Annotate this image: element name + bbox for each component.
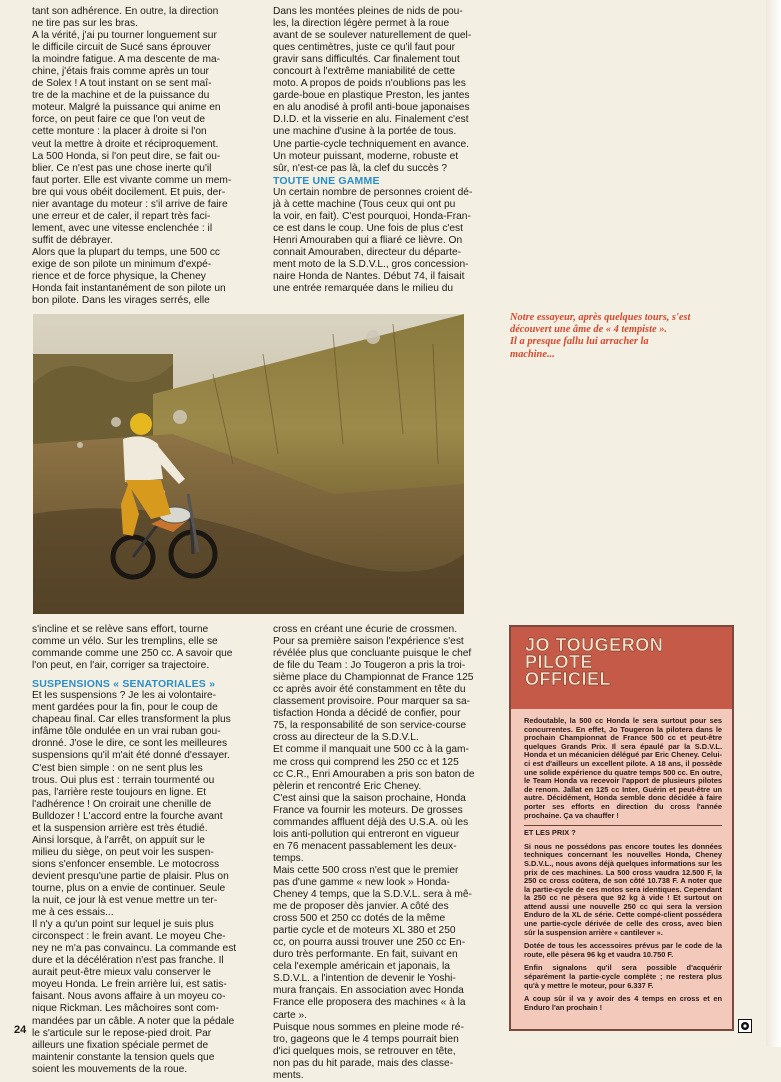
paragraph: A la vérité, j'ai pu tourner longuement sur le difficile circuit de Sucé sans éprouver la moindre fatigue. A ma descente de ma- chine, j'étais frais comme après un tour de Solex ! A tout instant on se sent maî- tre de la machine et de la puissance du moteur. Malgré la puissance qui anime en force, on peut faire ce que l'on veut de cette monture : la placer à droite si l'on veut la mettre à droite et réciproquement. La 500 Honda, si l'on peut dire, se fait ou- blier. Ce n'est pas une chose inerte qu'il faut porter. Elle est vivante comme un mem- bre qui vous obéit docilement. Et puis, der- nier avantage du moteur : s'il arrive de faire une erreur et de caler, il repart très faci- lement, avec une vitesse enclenchée : il suffit de débrayer. <box>32 30 232 246</box>
article-column-1-bottom <box>32 624 262 1075</box>
divider <box>524 825 722 826</box>
paragraph: Il n'y a qu'un point sur lequel je suis plus circonspect : le frein avant. Le moyeu Che- ney ne m'a pas convaincu. La commande est dure et la décélération n'est pas franche. Il aurait peut-être mieux valu conserver le moyeu Honda. Le frein arrière lui, est satis- faisant. Nous avons affaire à un moyeu co- nique Rickman. Les mâchoires sont com- mandées par un câble. A noter que la pédale le s'articule sur le repose-pied droit. Par ailleurs une fixation spéciale permet de maintenir constante la tension quels que soient les mouvements de la roue. <box>32 919 237 1075</box>
paragraph: Un certain nombre de personnes croient dé- jà à cette machine (Tous ceux qui ont pu la voir, en fait). C'est pourquoi, Honda-Fran- ce est dans le coup. Une fois de plus c'est Henri Amouraben qui a fliaré ce lièvre. On connait Amouraben, directeur du départe- ment moto de la S.D.V.L., gros concession- naire Honda de Nantes. Début 74, il faisait une entrée remarquée dans le milieu du <box>273 186 473 295</box>
sidebar-subheading: ET LES PRIX ? <box>524 828 576 838</box>
article-column-2-bottom <box>273 624 495 1081</box>
paragraph: s'incline et se relève sans effort, tourne comme un vélo. Sur les tremplins, elle se commande comme une 250 cc. A savoir que l'on peut, en l'air, corriger sa trajectoire. <box>32 624 233 672</box>
paragraph: Alors que la plupart du temps, une 500 cc exige de son pilote un minimum d'expé- rience et de force physique, la Cheney Honda fait instantanément de son pilote un bon pilote. Dans les virages serrés, elle <box>32 246 226 307</box>
photo-caption: Notre essayeur, après quelques tours, s'est découvert une âme de « 4 tempiste ». Il a presque fallu lui arracher la machine... <box>510 312 691 360</box>
sidebar-paragraph: Redoutable, la 500 cc Honda le sera surtout pour ses concurrentes. En effet, Jo Tougeron la pilotera dans le prochain Championnat de France 500 cc et peut-être quelques Grands Prix. Il sera épaulé par la S.D.V.L. Honda et un mécanicien délégué par Eric Cheney. Celui-ci est d'ailleurs un excellent pilote. A 18 ans, il possède une solide expérience du quatre temps 500 cc. En outre, le Team Honda va recevoir l'apport de plusieurs pilotes de renom. Jallat en 125 cc Inter, Guérin et peut-être un autre. Décidément, Honda semble donc décidée à faire porter ses efforts en direction du cross l'année prochaine. Ça va chauffer ! <box>524 716 722 820</box>
paragraph: C'est ainsi que la saison prochaine, Honda France va fournir les moteurs. De grosses commandes affluent déjà des U.S.A. où les lois anti-pollution qui entreront en vigueur en 76 menacent passablement les deux- temps. <box>273 792 469 864</box>
page-number: 24 <box>14 1024 27 1036</box>
paragraph: Et les suspensions ? Je les ai volontaire- ment gardées pour la fin, pour le coup de chapeau final. Car elles transforment la plus infâme tôle ondulée en un vrai ruban gou- dronné. J'ose le dire, ce sont les meilleures suspensions qu'il m'ait été donné d'essayer. C'est bien simple : on ne sent plus les trous. Oui plus est : terrain tourmenté ou pas, l'arrière reste toujours en ligne. Et l'adhérence ! On croirait une chenille de Bulldozer ! L'accord entre la fourche avant et la suspension arrière est très étudié. Ainsi lorsque, à l'arrêt, on appuit sur le milieu du siège, on peut voir les suspen- sions s'enfoncer ensemble. Le motocross devient presqu'une partie de plaisir. Plus on tourne, plus on a envie de continuer. Seule la nuit, ce jour là est venue mettre un ter- me à ces essais... <box>32 690 231 919</box>
sidebar-title: JO TOUGERON PILOTE OFFICIEL <box>525 635 664 689</box>
paragraph: tant son adhérence. En outre, la direction ne tire pas sur les bras. <box>32 6 219 30</box>
section-heading: SUSPENSIONS « SENATORIALES » <box>32 678 216 691</box>
end-mark-icon <box>738 1019 752 1033</box>
rider-on-hillside-illustration <box>33 314 464 614</box>
sidebar-box <box>509 625 734 1031</box>
sidebar-body <box>511 709 732 1012</box>
sidebar-paragraph: A coup sûr il va y avoir des 4 temps en cross et en Enduro l'an prochain ! <box>524 994 722 1012</box>
motocross-photo <box>33 314 464 614</box>
article-column-2-top <box>273 6 495 308</box>
paragraph: Et comme il manquait une 500 cc à la gam- me cross qui comprend les 250 cc et 125 cc C.R., Enri Amouraben a pris son baton de pèlerin et rencontré Eric Cheney. <box>273 744 475 792</box>
paragraph: Mais cette 500 cross n'est que le premier pas d'une gamme « new look » Honda- Cheney 4 temps, que la S.D.V.L. sera à mê- me de proposer dès janvier. A côté des cross 500 et 250 cc dotés de la même partie cycle et de moteurs XL 380 et 250 cc, on pourra aussi trouver une 250 cc En- duro très performante. En fait, suivant en cela l'exemple américain et japonais, la S.D.V.L. a l'intention de devenir le Yoshi- mura français. En association avec Honda France elle proposera des machines « à la carte ». <box>273 864 472 1021</box>
sidebar-paragraph: Si nous ne possédons pas encore toutes les données techniques concernant les nouvelles Honda, Cheney S.D.V.L., nous avons déjà quelques informations sur les prix de ces machines. La 500 cross vaudra 12.500 F, la 250 cc cross coûtera, de son côté 10.738 F. A noter que la partie-cycle de ces motos sera identiques. Cependant la 250 cc ne pèsera que 92 kg à vide ! Et surtout on attend aussi une nouvelle 250 cc qui sera la version Enduro de la XL de série. Cette compé-client possédera une partie-cycle dérivée de celle des cross, avec bien sûr la suspension arrière « cantilever ». <box>524 841 722 937</box>
paragraph: cross en créant une écurie de crossmen. Pour sa première saison l'expérience s'est révélée plus que concluante puisque le chef de file du Team : Jo Tougeron a pris la troi- sième place du Championnat de France 125 cc après avoir été constamment en tête du classement provisoire. Pour marquer sa sa- tisfaction Honda a décidé de confier, pour 75, la responsabilité de son service-course cross au directeur de la S.D.V.L. <box>273 624 474 744</box>
page-gutter <box>766 0 781 1047</box>
section-heading: TOUTE UNE GAMME <box>273 174 380 187</box>
paragraph: Puisque nous sommes en pleine mode ré- tro, gageons que le 4 temps pourrait bien d'ici quelques mois, se retrouver en tête, non pas du hit parade, mais des classe- ments. <box>273 1021 464 1081</box>
sidebar-paragraph: Dotée de tous les accessoires prévus par le code de la route, elle pèsera 96 kg et vaudra 10.750 F. <box>524 941 722 959</box>
sidebar-paragraph: Enfin signalons qu'il sera possible d'acquérir séparément la partie-cycle complète ; ne restera plus qu'à y mettre le moteur, pour 6.337 F. <box>524 963 722 990</box>
article-column-1-top <box>32 6 262 308</box>
paragraph: Dans les montées pleines de nids de pou- les, la direction légère permet à la roue avant de se soulever naturellement de quel- ques centimètres, juste ce qu'il faut pour gravir sans difficultés. Car finalement tout concourt à l'extrême maniabilité de cette moto. A propos de poids n'oublions pas les garde-boue en plastique Preston, les jantes en alu anodisé à profil anti-boue japonaises D.I.D. et la visserie en alu. Finalement c'est une machine d'usine à la portée de tous. Une partie-cycle techniquement en avance. Un moteur puissant, moderne, robuste et sûr, n'est-ce pas là, la clef du succès ? <box>273 6 472 174</box>
sidebar-header <box>511 627 732 709</box>
